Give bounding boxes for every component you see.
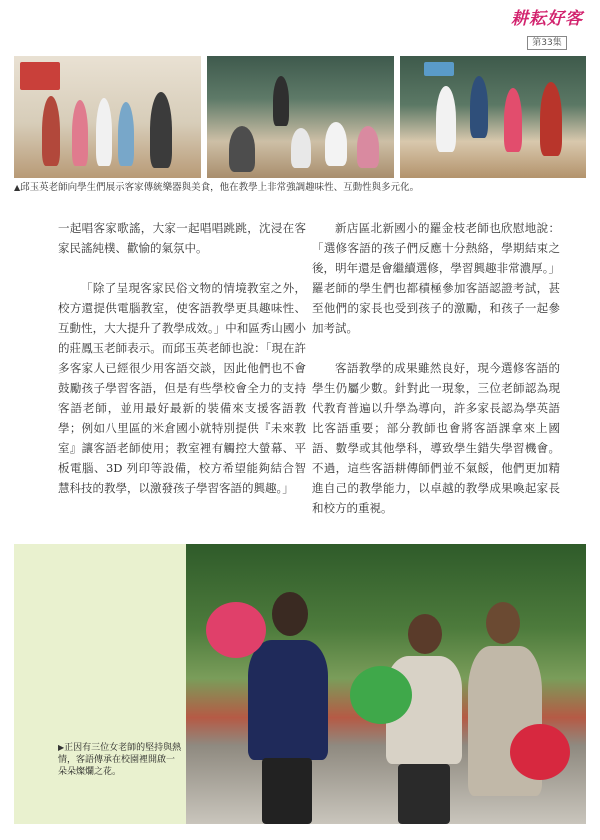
bottom-photo-caption bbox=[58, 742, 182, 778]
photo-students-jumping bbox=[400, 56, 586, 178]
photo-three-teachers bbox=[186, 544, 586, 824]
paragraph: 新店區北新國小的羅金枝老師也欣慰地說：「選修客語的孩子們反應十分熱絡，學期結束之後，明年還是會繼續選修，學習興趣非常濃厚。」羅老師的學生們也都積極參加客語認證考試，甚至他們的家長也受到孩子的激勵，和孩子一起參加考試。 bbox=[312, 221, 560, 335]
photo-classroom-instruments bbox=[14, 56, 201, 178]
bottom-caption-text: 正因有三位女老師的堅持與熱情，客語傳承在校園裡開啟一朵朵燦爛之花。 bbox=[58, 743, 182, 777]
paragraph: 「除了呈現客家民俗文物的情境教室之外，校方還提供電腦教室，使客語教學更具趣味性、互動性，大大提升了教學成效。」中和區秀山國小的莊鳳玉老師表示。而邱玉英老師也說：「現在許多客家人已經很少用客語交談，因此他們也不會鼓勵孩子學習客語，但是有些學校會全力的支持客語老師，並用最好最新的裝備來支援客語教學；例如八里區的米倉國小就特別提供『未來教室』讓客語老師使用；教室裡有觸控大螢幕、平板電腦、3D 列印等設備，校方希望能夠結合智慧科技的教學，以激發孩子學習客語的興趣。」 bbox=[58, 281, 306, 495]
issue-number: 第33集 bbox=[527, 36, 566, 50]
paragraph: 客語教學的成果雖然良好，現今選修客語的學生仍屬少數。針對此一現象，三位老師認為現代教育普遍以升學為導向，許多家長認為學英語比客語重要；部分教師也會將客語課拿來上國語、數學或其他學科，導致學生錯失學習機會。不過，這些客語耕傳師們並不氣餒，他們更加精進自己的教學能力，以卓越的教學成果喚起家長和校方的重視。 bbox=[312, 361, 560, 515]
photo-classroom-dance bbox=[207, 56, 394, 178]
article-right-column bbox=[312, 218, 560, 538]
paragraph: 一起唱客家歌謠，大家一起唱唱跳跳，沈浸在客家民謠純樸、歡愉的氣氛中。 bbox=[58, 221, 306, 255]
top-photo-caption bbox=[14, 181, 586, 194]
column-title: 耕耘好客 bbox=[511, 9, 583, 29]
article-left-column bbox=[58, 218, 306, 518]
column-badge bbox=[508, 8, 586, 52]
caption-marker-icon: ▲ bbox=[14, 183, 21, 192]
caption-marker-icon: ▶ bbox=[58, 743, 65, 752]
caption-panel bbox=[14, 544, 186, 824]
top-caption-text: 邱玉英老師向學生們展示客家傳統樂器與美食，他在教學上非常強調趣味性、互動性與多元化。 bbox=[20, 182, 420, 193]
